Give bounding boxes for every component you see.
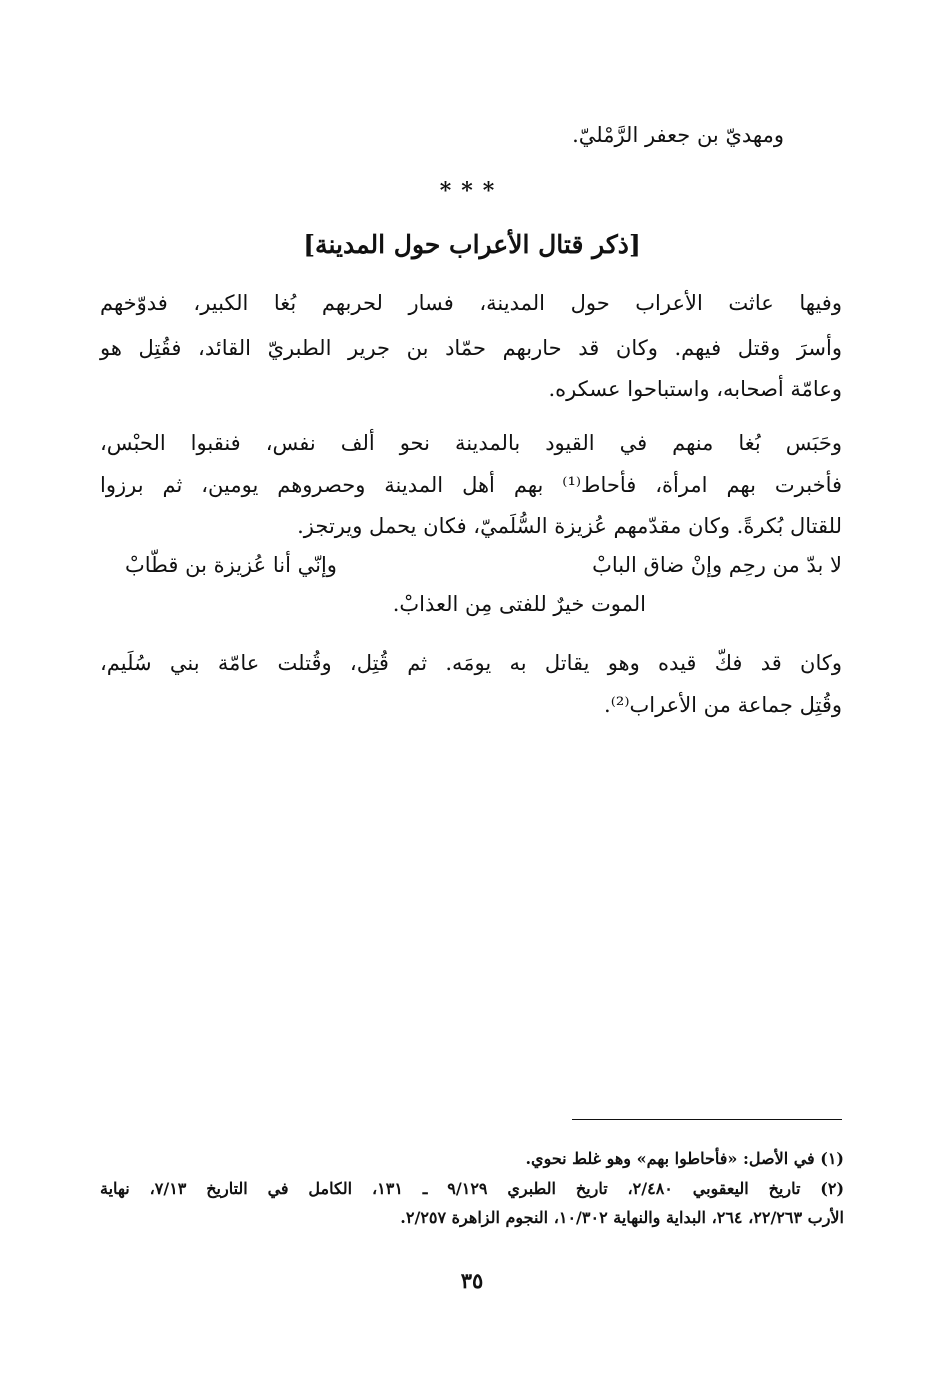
intro-line: ومهديّ بن جعفر الرَّمْليّ.: [572, 123, 784, 147]
verse-hemistich-3: الموت خيرٌ للفتى مِن العذابْ.: [392, 592, 646, 616]
paragraph3-line1: وكان قد فكّ قيده وهو يقاتل به يومَه. ثم قُتِل، وقُتلت عامّة بني سُلَيم،: [100, 651, 842, 675]
footnote-separator-rule: [572, 1119, 842, 1120]
footnote-2-line1: (٢) تاريخ اليعقوبي ٢/٤٨٠، تاريخ الطبري ٩/١٢٩ ـ ١٣١، الكامل في التاريخ ٧/١٣، نهاية: [100, 1179, 845, 1198]
verse-hemistich-1: لا بدّ من رحِم وإنْ ضاق البابْ: [592, 553, 842, 577]
paragraph2-line1: وحَبَس بُغا منهم في القيود بالمدينة نحو ألف نفس، فنقبوا الحبْس،: [100, 431, 842, 455]
paragraph3-line2: وقُتِل جماعة من الأعراب⁽²⁾.: [604, 693, 842, 717]
paragraph2-line3: للقتال بُكرةً. وكان مقدّمهم عُزيزة السُّلَميّ، فكان يحمل ويرتجز.: [297, 514, 842, 538]
verse-hemistich-2: وإنّي أنا عُزيزة بن قطّابْ: [125, 553, 337, 577]
section-heading: [ذكر قتال الأعراب حول المدينة]: [303, 230, 641, 259]
paragraph2-line2: فأخبرت بهم امرأة، فأحاط⁽¹⁾ بهم أهل المدينة وحصروهم يومين، ثم برزوا: [100, 473, 842, 497]
footnote-2-line2: الأرب ٢٢/٢٦٣، ٢٦٤، البداية والنهاية ١٠/٣٠٢، النجوم الزاهرة ٢/٢٥٧.: [400, 1208, 844, 1227]
paragraph1-line3: وعامّة أصحابه، واستباحوا عسكره.: [548, 377, 842, 401]
section-separator: ***: [439, 178, 505, 204]
footnote-1: (١) في الأصل: «فأحاطوا بهم» وهو غلط نحوي.: [525, 1149, 844, 1168]
paragraph1-line2: وأسرَ وقتل فيهم. وكان قد حاربهم حمّاد بن جرير الطبريّ القائد، فقُتِل هو: [100, 336, 842, 360]
page-number: ٣٥: [460, 1268, 484, 1293]
paragraph1-line1: وفيها عاثت الأعراب حول المدينة، فسار لحربهم بُغا الكبير، فدوّخهم: [100, 291, 842, 315]
